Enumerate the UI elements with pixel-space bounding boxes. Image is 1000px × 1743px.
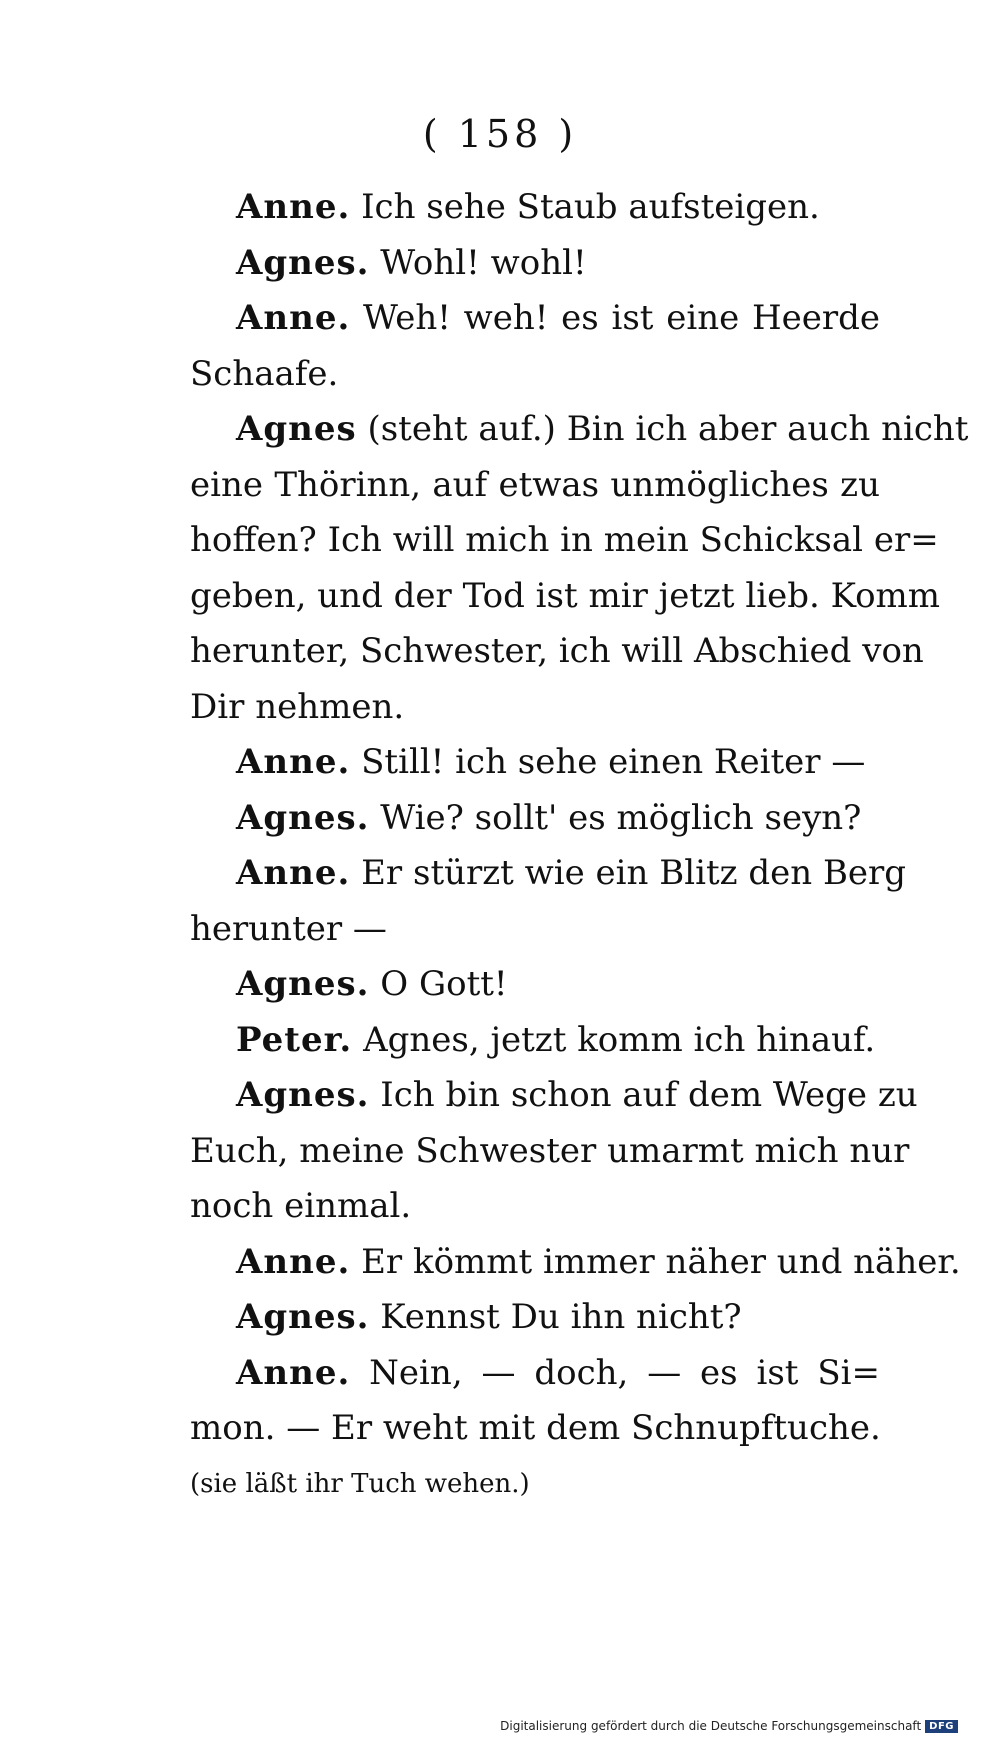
- line-text: Nein, — doch, — es ist Si=: [369, 1352, 880, 1393]
- speaker-name: Agnes.: [236, 1297, 370, 1337]
- line-text: Wohl! wohl!: [380, 242, 587, 283]
- dfg-logo-text: DFG: [925, 1720, 958, 1733]
- line-text: Euch, meine Schwester umarmt mich nur: [190, 1130, 910, 1171]
- text-line: [190, 291, 880, 347]
- text-line: [190, 957, 880, 1013]
- line-text: hoffen? Ich will mich in mein Schicksal er=: [190, 520, 939, 560]
- stage-direction: [190, 1457, 880, 1513]
- line-text: O Gott!: [380, 964, 508, 1004]
- line-text: Er kömmt immer näher und näher.: [361, 1241, 961, 1282]
- line-text: Schaafe.: [190, 353, 339, 394]
- dialogue-text: [190, 180, 969, 1512]
- text-line: [190, 513, 939, 569]
- footer-credit: [500, 1718, 958, 1733]
- line-text: Weh! weh! es ist eine Heerde: [363, 298, 880, 338]
- text-line: [190, 735, 880, 791]
- line-text: mon. — Er weht mit dem Schnupftuche.: [190, 1408, 881, 1448]
- text-line: [190, 902, 880, 958]
- line-text: Kennst Du ihn nicht?: [380, 1297, 742, 1337]
- text-line: [190, 1179, 880, 1235]
- text-line: [190, 1346, 880, 1402]
- line-text: Ich sehe Staub aufsteigen.: [361, 187, 820, 227]
- text-line: [190, 1013, 880, 1069]
- text-line: [190, 458, 880, 514]
- line-text: Dir nehmen.: [190, 686, 405, 727]
- text-line: [190, 1068, 918, 1124]
- text-line: [190, 569, 941, 625]
- text-line: [190, 236, 880, 292]
- line-text: Er stürzt wie ein Blitz den Berg: [361, 853, 907, 893]
- text-line: [190, 1401, 880, 1457]
- line-text: noch einmal.: [190, 1186, 412, 1226]
- text-line: [190, 624, 924, 680]
- text-line: [190, 402, 969, 458]
- footer-text: Digitalisierung gefördert durch die Deutsche Forschungsgemeinschaft: [500, 1718, 922, 1733]
- text-line: [190, 1124, 910, 1180]
- line-text: (steht auf.) Bin ich aber auch nicht: [367, 409, 969, 449]
- speaker-name: Anne.: [236, 298, 351, 338]
- text-line: [190, 180, 880, 236]
- speaker-name: Anne.: [236, 853, 351, 893]
- line-text: geben, und der Tod ist mir jetzt lieb. Komm: [190, 575, 941, 616]
- text-line: [190, 846, 907, 902]
- speaker-name: Anne.: [236, 1352, 351, 1393]
- speaker-name: Agnes.: [236, 797, 370, 838]
- speaker-name: Anne.: [236, 1241, 351, 1282]
- page-number: ( 158 ): [422, 112, 578, 156]
- line-text: Still! ich sehe einen Reiter —: [361, 742, 866, 782]
- line-text: Agnes, jetzt komm ich hinauf.: [363, 1019, 876, 1060]
- speaker-name: Agnes.: [236, 1075, 370, 1115]
- speaker-name: Anne.: [236, 742, 351, 782]
- line-text: (sie läßt ihr Tuch wehen.): [190, 1468, 530, 1499]
- speaker-name: Anne.: [236, 187, 351, 227]
- speaker-name: Agnes.: [236, 242, 370, 283]
- text-line: [190, 791, 880, 847]
- line-text: eine Thörinn, auf etwas unmögliches zu: [190, 464, 880, 505]
- speaker-name: Agnes.: [236, 964, 370, 1004]
- line-text: Ich bin schon auf dem Wege zu: [380, 1075, 918, 1115]
- text-line: [190, 347, 880, 403]
- text-line: [190, 680, 880, 736]
- dfg-logo: [925, 1718, 958, 1733]
- line-text: herunter, Schwester, ich will Abschied von: [190, 631, 924, 671]
- text-line: [190, 1290, 880, 1346]
- speaker-name: Peter.: [236, 1019, 353, 1060]
- line-text: herunter —: [190, 908, 387, 949]
- speaker-name: Agnes: [236, 409, 357, 449]
- line-text: Wie? sollt' es möglich seyn?: [380, 797, 862, 838]
- text-line: [190, 1235, 961, 1291]
